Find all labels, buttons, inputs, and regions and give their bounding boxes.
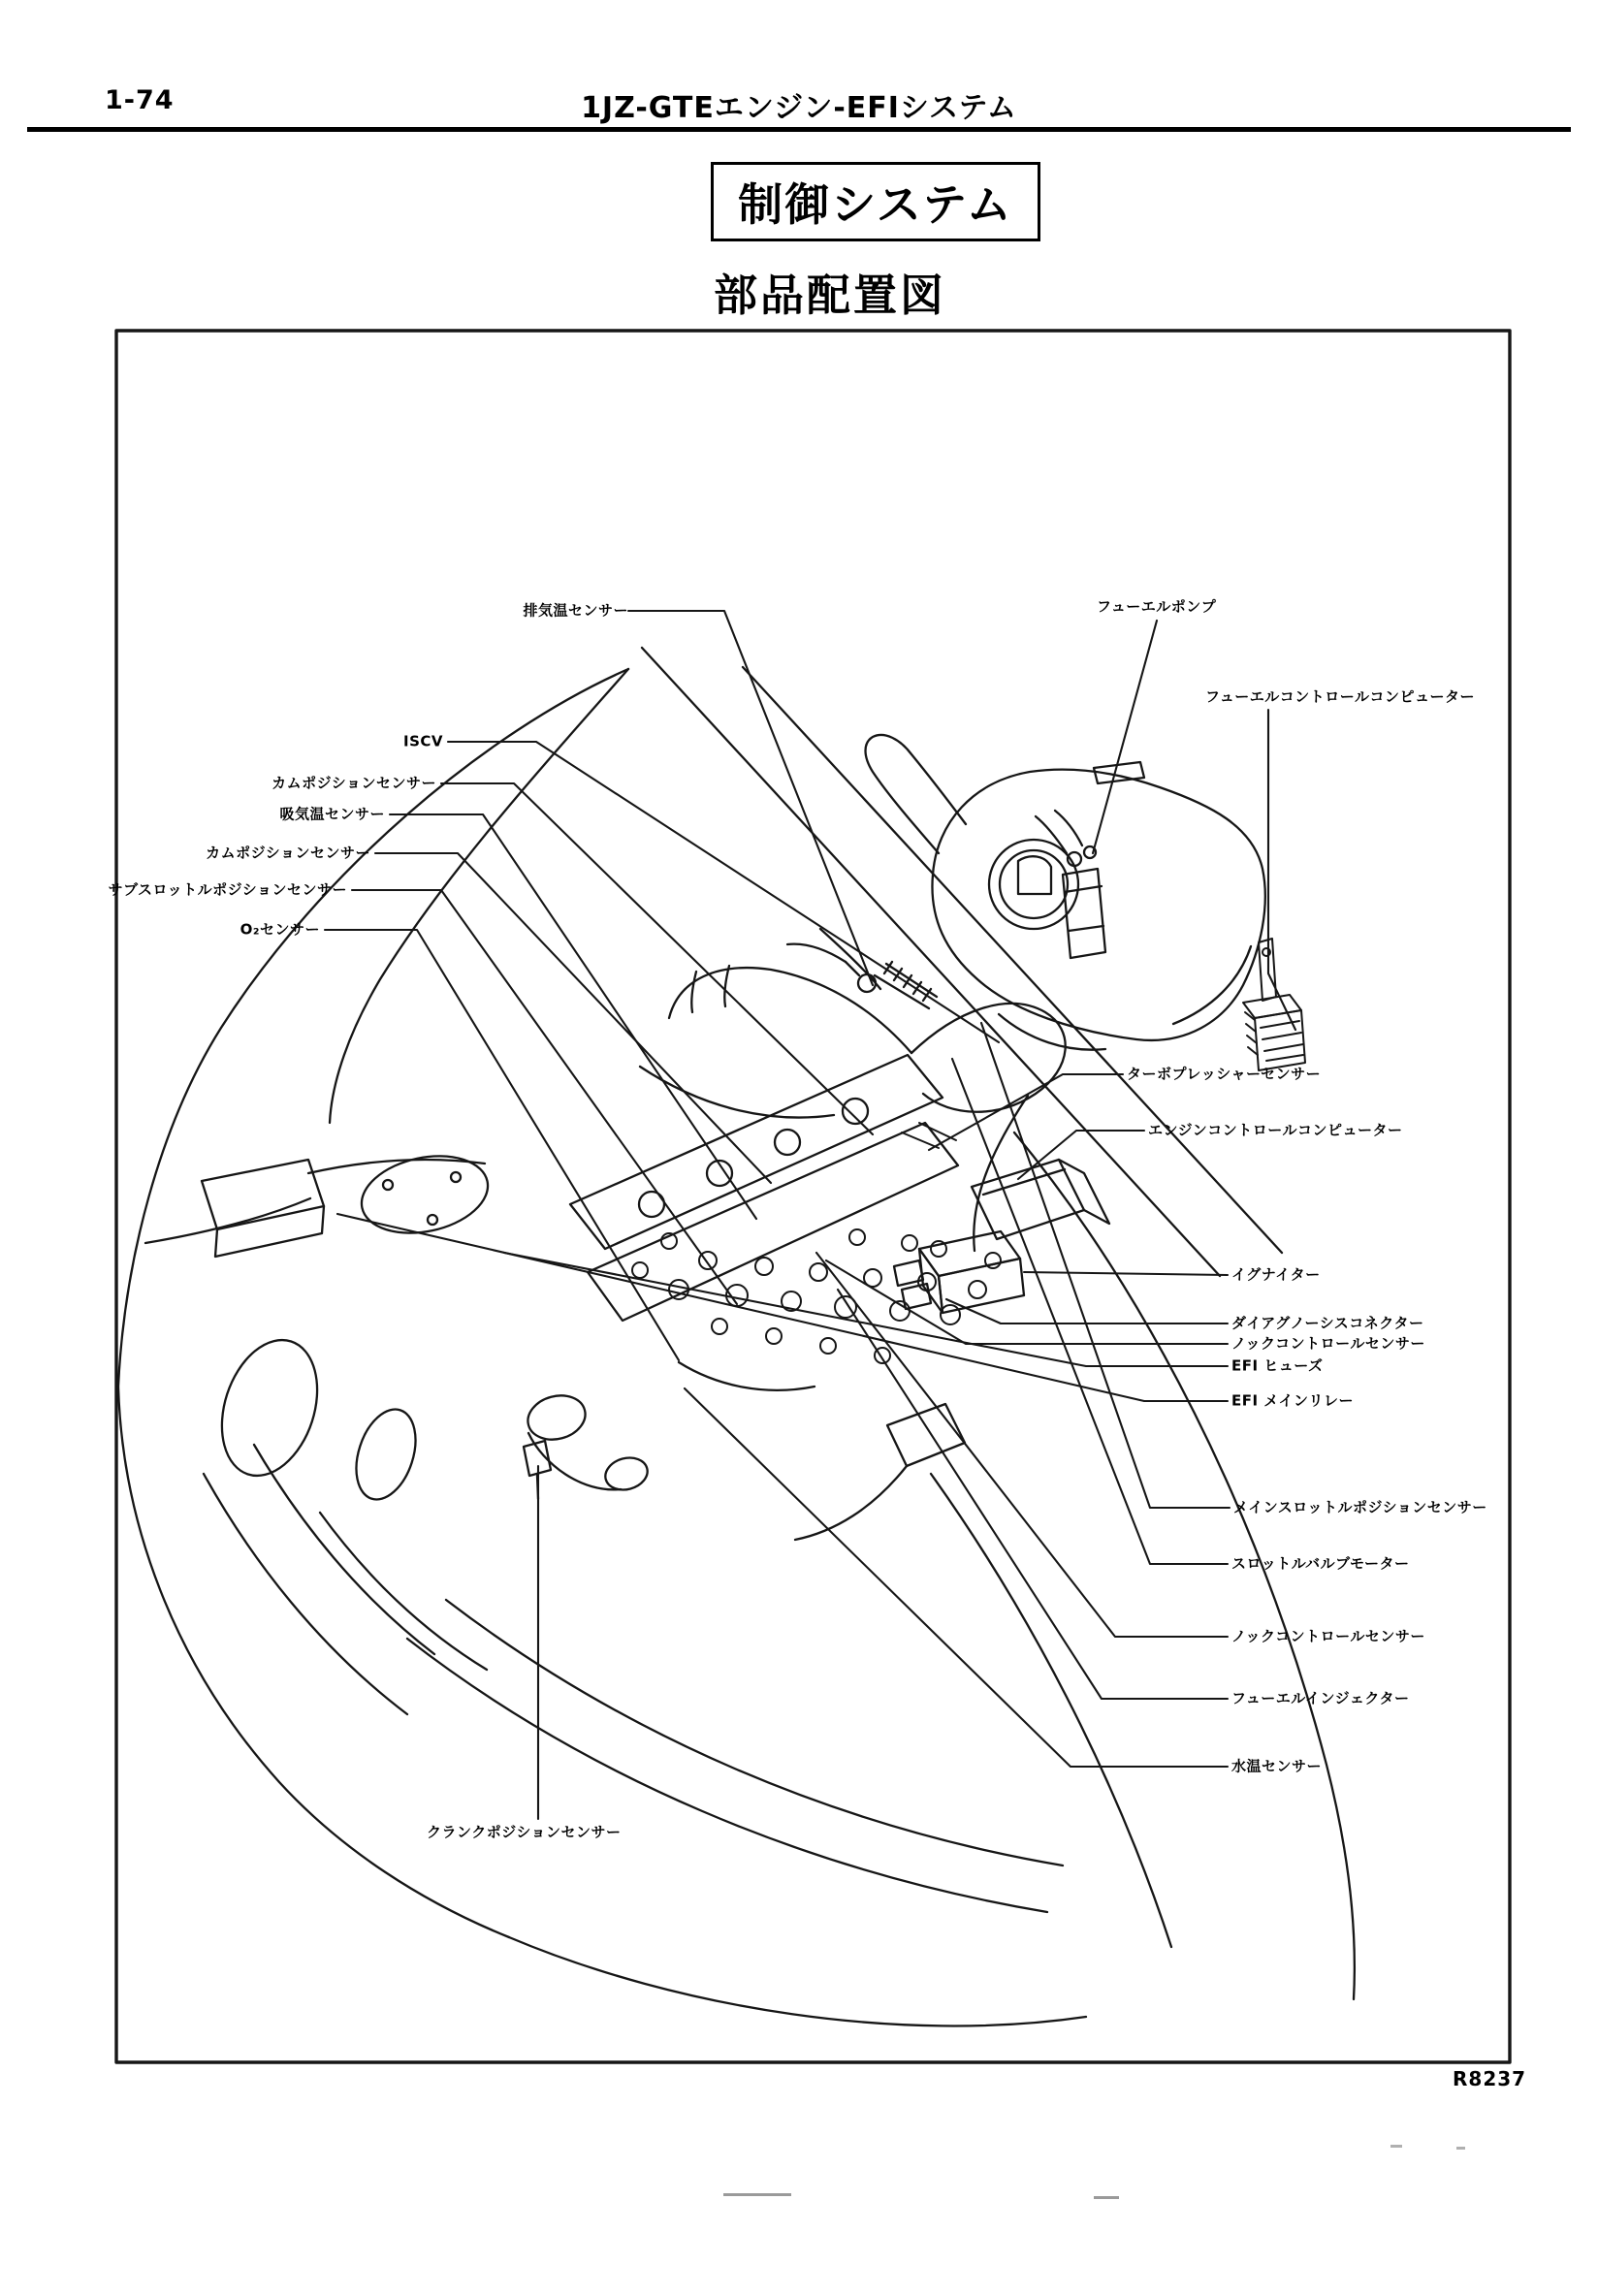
- label-o2-sensor: O₂センサー: [240, 920, 320, 939]
- figure-reference-code: R8237: [1453, 2067, 1527, 2090]
- label-fuel-pump: フューエルポンプ: [1097, 597, 1217, 616]
- label-diagnosis-connector: ダイアグノーシスコネクター: [1231, 1314, 1424, 1332]
- diagram-frame: [116, 331, 1510, 2062]
- label-iscv: ISCV: [402, 732, 443, 750]
- label-cam-position-sensor-1: カムポジションセンサー: [272, 774, 436, 792]
- scan-artifacts: [723, 2145, 1465, 2199]
- label-main-throttle-position-sensor: メインスロットルポジションセンサー: [1233, 1498, 1487, 1516]
- label-cam-position-sensor-2: カムポジションセンサー: [206, 844, 370, 862]
- label-fuel-injector: フューエルインジェクター: [1231, 1689, 1410, 1707]
- label-throttle-valve-motor: スロットルバルブモーター: [1231, 1554, 1410, 1573]
- label-fuel-control-computer: フューエルコントロールコンピューター: [1205, 687, 1475, 706]
- label-igniter: イグナイター: [1231, 1265, 1321, 1284]
- page-number: 1-74: [105, 85, 175, 115]
- label-sub-throttle-position-sensor: サブスロットルポジションセンサー: [108, 880, 347, 899]
- fuel-control-computer-box: [1243, 939, 1305, 1070]
- exhaust-pipe: [787, 929, 937, 1008]
- header-title: 1JZ-GTEエンジン-EFIシステム: [581, 91, 1017, 125]
- engine-control-computer-box: [972, 1160, 1109, 1239]
- label-crank-position-sensor: クランクポジションセンサー: [427, 1823, 622, 1841]
- label-water-temp-sensor: 水温センサー: [1231, 1757, 1323, 1775]
- label-engine-control-computer: エンジンコントロールコンピューター: [1148, 1121, 1403, 1139]
- label-exhaust-temp-sensor: 排気温センサー: [523, 601, 628, 620]
- section-title: 制御システム: [738, 178, 1013, 231]
- label-turbo-pressure-sensor: ターボプレッシャーセンサー: [1127, 1065, 1322, 1083]
- label-intake-air-temp-sensor: 吸気温センサー: [279, 805, 385, 823]
- label-knock-control-sensor-2: ノックコントロールセンサー: [1231, 1627, 1425, 1645]
- label-efi-main-relay: EFI メインリレー: [1231, 1391, 1354, 1410]
- fuel-pump-assembly: [989, 811, 1105, 958]
- label-knock-control-sensor-1: ノックコントロールセンサー: [1231, 1334, 1425, 1353]
- engine-block: [523, 966, 1065, 1540]
- igniter-box: [894, 1231, 1024, 1313]
- section-subtitle: 部品配置図: [714, 270, 947, 321]
- label-efi-fuse: EFI ヒューズ: [1231, 1356, 1324, 1375]
